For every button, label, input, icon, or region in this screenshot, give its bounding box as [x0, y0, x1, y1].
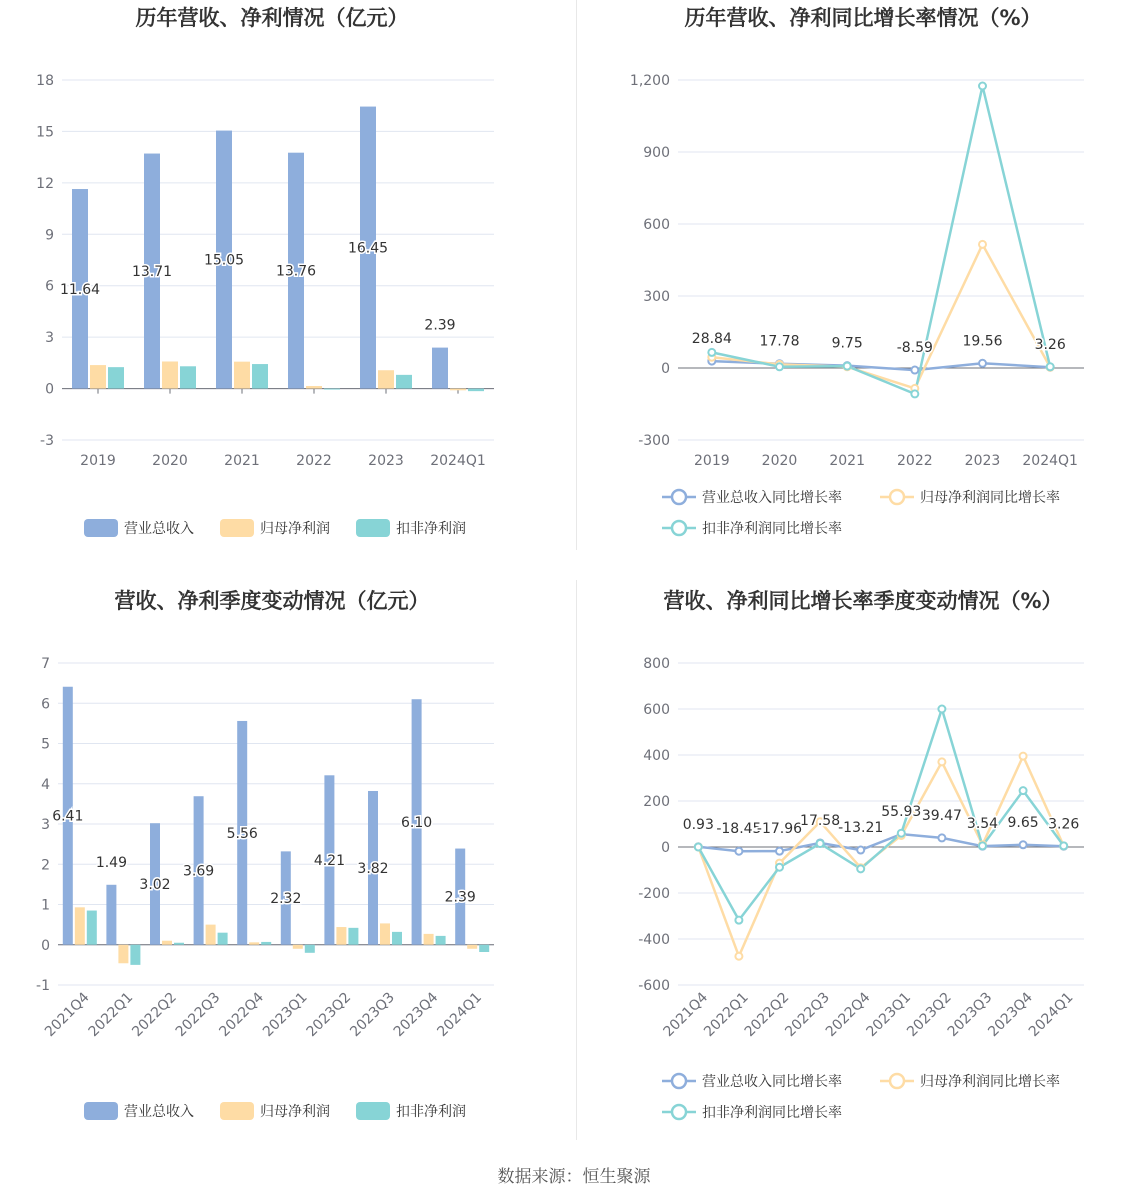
- data-source-text: 数据来源：恒生聚源: [497, 1167, 651, 1187]
- chart-title: 历年营收、净利情况（亿元）: [135, 6, 409, 30]
- line-point: [979, 842, 986, 849]
- quarter-line-panel: [576, 580, 1148, 1140]
- legend-label: 扣非净利润同比增长率: [702, 521, 842, 537]
- legend-marker: [672, 521, 686, 535]
- bar-deducted-profit: [324, 389, 340, 390]
- y-tick-label: -600: [638, 978, 670, 994]
- x-tick-label: 2022Q3: [172, 989, 224, 1041]
- x-tick-label: 2022Q1: [85, 989, 137, 1041]
- bar-deducted-profit: [218, 933, 228, 945]
- legend-marker: [672, 1074, 686, 1088]
- x-tick-label: 2023Q4: [390, 989, 442, 1041]
- y-tick-label: 5: [41, 736, 50, 753]
- x-tick-label: 2023Q4: [985, 989, 1036, 1041]
- x-tick-label: 2023Q1: [863, 989, 915, 1041]
- bar-net-profit: [293, 945, 303, 949]
- line-point: [776, 363, 783, 370]
- y-tick-label: 0: [661, 840, 670, 856]
- bar-data-label: 6.41: [52, 808, 84, 825]
- bar-net-profit: [118, 945, 128, 964]
- bar-data-label: 5.56: [226, 825, 258, 842]
- y-tick-label: -1: [36, 978, 50, 994]
- bar-net-profit: [75, 907, 85, 944]
- line-point: [844, 363, 851, 370]
- legend-label: 扣非净利润同比增长率: [702, 1105, 842, 1121]
- x-tick-label: 2021: [829, 453, 865, 469]
- y-tick-label: 300: [643, 289, 670, 305]
- y-tick-label: 0: [661, 361, 670, 377]
- x-tick-label: 2022: [296, 453, 332, 469]
- bar-deducted-profit: [174, 943, 184, 945]
- y-tick-label: 3: [41, 817, 50, 833]
- line-point: [857, 847, 864, 854]
- bar-net-profit: [378, 370, 394, 388]
- bar-deducted-profit: [392, 932, 402, 945]
- x-tick-label: 2023Q2: [904, 989, 955, 1041]
- y-tick-label: 600: [643, 702, 670, 718]
- line-point: [735, 848, 742, 855]
- legend-swatch: [84, 1102, 118, 1120]
- x-tick-label: 2020: [761, 453, 798, 469]
- line-series-net-profit-growth: [698, 756, 1063, 956]
- y-tick-label: 15: [36, 124, 54, 141]
- annual-line-panel: [576, 0, 1148, 560]
- x-tick-label: 2022Q2: [129, 989, 180, 1041]
- line-point: [979, 83, 986, 90]
- x-tick-label: 2023Q1: [260, 989, 311, 1041]
- line-point: [911, 367, 918, 374]
- x-tick-label: 2023: [368, 453, 404, 469]
- x-tick-label: 2019: [694, 453, 730, 469]
- line-point: [938, 758, 945, 765]
- legend-swatch: [356, 519, 390, 537]
- legend-swatch: [220, 1102, 254, 1120]
- line-data-label: 19.56: [962, 333, 1003, 350]
- legend-swatch: [356, 1102, 390, 1120]
- line-point: [776, 864, 783, 871]
- line-data-label: -17.96: [756, 821, 803, 838]
- line-point: [898, 830, 905, 837]
- y-tick-label: 600: [643, 217, 670, 233]
- quarter-bar-panel: [0, 580, 576, 1140]
- line-data-label: 0.93: [682, 816, 714, 833]
- bar-net-profit: [206, 925, 216, 945]
- bar-net-profit: [336, 927, 346, 945]
- quarter-bar-chart: [0, 580, 576, 1140]
- chart-title: 营收、净利同比增长率季度变动情况（%）: [663, 589, 1063, 613]
- bar-data-label: 15.05: [203, 252, 245, 269]
- line-point: [695, 844, 702, 851]
- bar-deducted-profit: [180, 366, 196, 388]
- bar-net-profit: [90, 365, 106, 388]
- bar-revenue: [432, 348, 448, 389]
- bar-deducted-profit: [261, 942, 271, 945]
- legend-marker: [890, 1074, 904, 1088]
- chart-title: 历年营收、净利同比增长率情况（%）: [684, 6, 1042, 30]
- line-point: [708, 349, 715, 356]
- line-point: [857, 865, 864, 872]
- x-tick-label: 2022Q2: [741, 989, 793, 1041]
- x-tick-label: 2021Q4: [42, 989, 93, 1041]
- legend-label: 归母净利润: [260, 521, 330, 537]
- y-tick-label: -3: [40, 433, 54, 449]
- bar-deducted-profit: [87, 911, 97, 945]
- line-data-label: 17.78: [759, 333, 800, 350]
- chart-title: 营收、净利季度变动情况（亿元）: [114, 589, 430, 613]
- line-point: [735, 917, 742, 924]
- legend-marker: [672, 490, 686, 504]
- legend-marker: [890, 490, 904, 504]
- bar-net-profit: [162, 941, 172, 945]
- y-tick-label: 3: [45, 330, 54, 347]
- line-point: [979, 241, 986, 248]
- line-point: [735, 953, 742, 960]
- bar-deducted-profit: [252, 364, 268, 389]
- bar-data-label: 16.45: [347, 240, 389, 257]
- quarter-growth-line-chart: [576, 580, 1148, 1140]
- bar-net-profit: [450, 389, 466, 391]
- bar-data-label: 3.69: [183, 863, 215, 880]
- line-data-label: 39.47: [921, 807, 962, 824]
- bar-data-label: 1.49: [95, 854, 127, 871]
- y-tick-label: 1,200: [629, 73, 670, 89]
- x-tick-label: 2020: [152, 453, 188, 469]
- y-tick-label: 2: [41, 857, 50, 874]
- x-tick-label: 2022Q4: [216, 989, 268, 1041]
- line-data-label: 3.54: [966, 816, 999, 833]
- y-tick-label: 12: [36, 175, 54, 192]
- bar-deducted-profit: [396, 375, 412, 389]
- line-data-label: 3.26: [1034, 337, 1066, 354]
- bar-net-profit: [234, 362, 250, 389]
- x-tick-label: 2021Q4: [660, 989, 712, 1041]
- legend-swatch: [84, 519, 118, 537]
- y-tick-label: 7: [41, 656, 50, 672]
- y-tick-label: 18: [36, 73, 54, 89]
- line-point: [911, 390, 918, 397]
- legend-label: 归母净利润: [260, 1104, 330, 1120]
- annual-bar-chart: [0, 0, 576, 560]
- line-data-label: 55.93: [881, 804, 922, 821]
- bar-net-profit: [249, 942, 259, 944]
- bar-revenue: [106, 885, 116, 945]
- bar-data-label: 4.21: [313, 853, 345, 870]
- line-point: [938, 706, 945, 713]
- bar-data-label: 3.82: [357, 860, 389, 877]
- line-data-label: 9.75: [831, 335, 863, 352]
- annual-growth-line-chart: [576, 0, 1148, 560]
- bar-deducted-profit: [468, 389, 484, 392]
- line-data-label: 17.58: [800, 812, 841, 829]
- line-point: [1020, 841, 1027, 848]
- line-data-label: 28.84: [691, 331, 732, 348]
- x-tick-label: 2024Q1: [1025, 989, 1077, 1041]
- bar-net-profit: [424, 934, 434, 945]
- bar-data-label: 11.64: [59, 281, 101, 298]
- line-data-label: -8.59: [896, 340, 933, 357]
- legend-swatch: [220, 519, 254, 537]
- line-data-label: 9.65: [1007, 814, 1039, 831]
- line-data-label: 3.26: [1048, 816, 1080, 833]
- y-tick-label: -300: [638, 433, 670, 449]
- legend-label: 营业总收入同比增长率: [702, 490, 842, 506]
- y-tick-label: 0: [41, 937, 50, 954]
- bar-data-label: 13.71: [131, 264, 173, 281]
- x-tick-label: 2024Q1: [430, 453, 486, 469]
- line-point: [1060, 842, 1067, 849]
- bar-deducted-profit: [305, 945, 315, 953]
- bar-data-label: 6.10: [401, 814, 433, 831]
- bar-net-profit: [467, 945, 477, 949]
- legend-label: 营业总收入: [124, 1104, 194, 1120]
- x-tick-label: 2022Q1: [701, 989, 752, 1041]
- x-tick-label: 2019: [80, 453, 116, 469]
- x-tick-label: 2021: [224, 453, 260, 469]
- bar-deducted-profit: [108, 367, 124, 388]
- x-tick-label: 2022Q4: [822, 989, 874, 1041]
- y-tick-label: -400: [638, 932, 670, 948]
- y-tick-label: 200: [643, 794, 670, 810]
- y-tick-label: 1: [41, 897, 50, 914]
- y-tick-label: 6: [41, 696, 50, 713]
- y-tick-label: 6: [45, 278, 54, 295]
- bar-data-label: 2.39: [444, 889, 476, 906]
- line-point: [1047, 363, 1054, 370]
- bar-deducted-profit: [479, 945, 489, 952]
- x-tick-label: 2023Q2: [303, 989, 355, 1041]
- y-tick-label: 0: [45, 381, 54, 398]
- legend-label: 营业总收入: [124, 521, 194, 537]
- x-tick-label: 2022Q3: [782, 989, 833, 1041]
- line-point: [817, 840, 824, 847]
- y-tick-label: 900: [643, 145, 670, 161]
- bar-data-label: 2.39: [424, 317, 456, 334]
- legend-label: 归母净利润同比增长率: [920, 1074, 1060, 1090]
- legend-label: 扣非净利润: [396, 1104, 466, 1120]
- x-tick-label: 2024Q1: [1022, 453, 1078, 469]
- line-point: [979, 360, 986, 367]
- line-point: [1020, 753, 1027, 760]
- bar-net-profit: [380, 923, 390, 944]
- legend-label: 营业总收入同比增长率: [702, 1074, 842, 1090]
- line-point: [938, 834, 945, 841]
- line-data-label: -13.21: [838, 820, 884, 837]
- x-tick-label: 2024Q1: [434, 989, 486, 1041]
- line-point: [776, 848, 783, 855]
- annual-bar-panel: [0, 0, 576, 560]
- y-tick-label: 400: [643, 748, 670, 764]
- bar-deducted-profit: [436, 936, 446, 945]
- x-tick-label: 2023Q3: [347, 989, 398, 1041]
- x-tick-label: 2023Q3: [944, 989, 996, 1041]
- line-point: [1020, 787, 1027, 794]
- bar-net-profit: [162, 361, 178, 388]
- bar-deducted-profit: [348, 928, 358, 945]
- y-tick-label: 800: [643, 656, 670, 672]
- bar-deducted-profit: [130, 945, 140, 965]
- legend-label: 归母净利润同比增长率: [920, 490, 1060, 506]
- y-tick-label: 9: [45, 227, 54, 244]
- bar-net-profit: [306, 386, 322, 389]
- line-data-label: -18.45: [716, 821, 762, 838]
- x-tick-label: 2023: [964, 453, 1001, 469]
- legend-label: 扣非净利润: [396, 521, 466, 537]
- x-tick-label: 2022: [897, 453, 933, 469]
- bar-data-label: 3.02: [139, 876, 171, 893]
- bar-data-label: 2.32: [270, 891, 302, 908]
- y-tick-label: -200: [638, 886, 670, 902]
- y-tick-label: 4: [41, 776, 50, 793]
- legend-marker: [672, 1105, 686, 1119]
- bar-data-label: 13.76: [275, 263, 317, 280]
